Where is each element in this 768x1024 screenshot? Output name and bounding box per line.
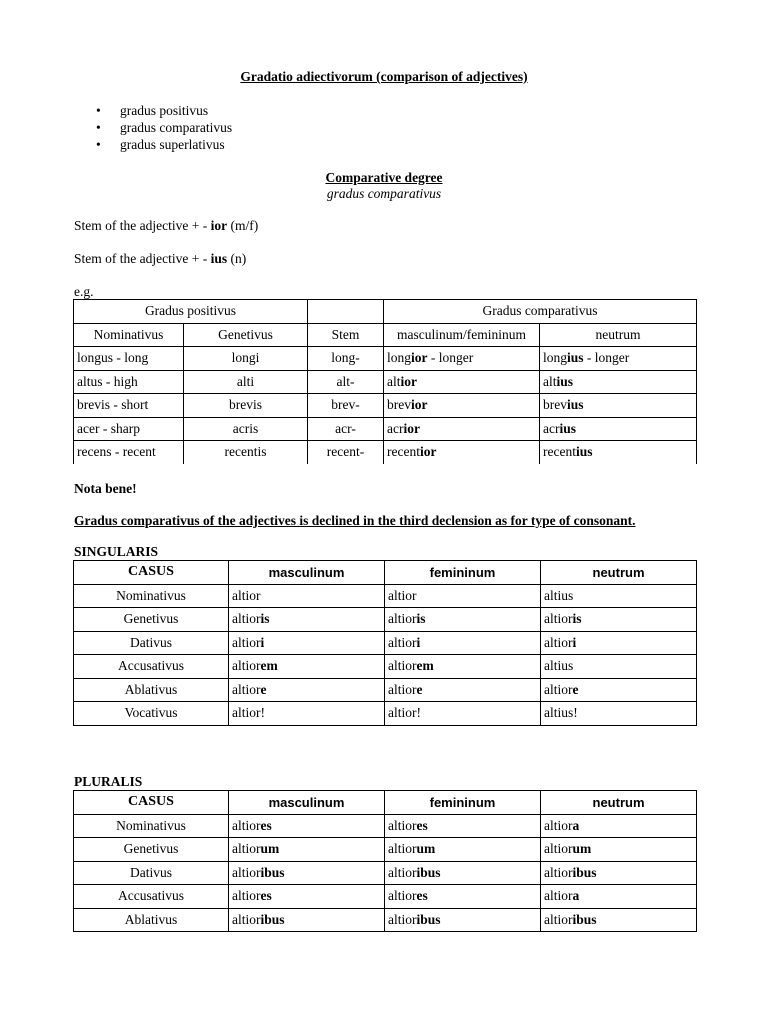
- column-header: neutrum: [541, 791, 697, 815]
- stem-cell: long-: [308, 347, 384, 371]
- pluralis-label: PLURALIS: [74, 774, 143, 789]
- casus-cell: Dativus: [74, 861, 229, 885]
- genetivus-cell: acris: [184, 417, 308, 441]
- singularis-table: [73, 560, 697, 726]
- word-ending: i: [416, 634, 421, 650]
- comparative-subheading: gradus comparativus: [326, 186, 442, 201]
- form-cell: [385, 861, 541, 885]
- eg-label: e.g.: [74, 284, 94, 299]
- form-cell: [541, 838, 697, 862]
- form-cell: [541, 885, 697, 909]
- word-stem: altior: [232, 817, 261, 833]
- word-stem: altior: [544, 611, 573, 627]
- nominativus-cell: longus - long: [74, 347, 184, 371]
- neutrum-cell: [540, 370, 697, 394]
- form-cell: [385, 584, 541, 608]
- table-row: [74, 885, 697, 909]
- word-stem: altius!: [544, 705, 578, 721]
- mf-cell: [384, 441, 540, 464]
- neutrum-cell: [540, 394, 697, 418]
- column-header: Nominativus: [74, 323, 184, 347]
- form-cell: [229, 584, 385, 608]
- comparative-examples-table: [73, 299, 697, 464]
- form-cell: [385, 814, 541, 838]
- word-stem: altior: [232, 681, 261, 697]
- word-ending: a: [572, 888, 580, 904]
- page-title: Gradatio adiectivorum (comparison of adjectives): [240, 69, 528, 84]
- form-cell: [229, 631, 385, 655]
- rule-ending: ius: [210, 251, 228, 266]
- declension-rule: Gradus comparativus of the adjectives is declined in the third declension as for type of consonant.: [74, 513, 636, 528]
- casus-cell: Ablativus: [74, 678, 229, 702]
- form-cell: [229, 678, 385, 702]
- word-stem: altior: [544, 817, 573, 833]
- form-cell: [541, 814, 697, 838]
- rule-gender: (n): [227, 251, 247, 266]
- word-stem: altior: [388, 658, 417, 674]
- word-ending: ius: [567, 350, 584, 366]
- word-stem: altius: [544, 658, 574, 674]
- nominativus-cell: brevis - short: [74, 394, 184, 418]
- rule-neuter: [74, 251, 246, 267]
- genetivus-cell: brevis: [184, 394, 308, 418]
- casus-cell: Genetivus: [74, 838, 229, 862]
- casus-cell: Accusativus: [74, 655, 229, 679]
- column-header: CASUS: [74, 561, 229, 585]
- table-row: [74, 347, 697, 371]
- word-ending: i: [260, 634, 265, 650]
- table-group-header-row: [74, 300, 697, 324]
- table-row: [74, 678, 697, 702]
- table-header-row: [74, 323, 697, 347]
- column-header: masculinum/femininum: [384, 323, 540, 347]
- form-cell: [385, 678, 541, 702]
- word-ending: ior: [403, 420, 420, 436]
- word-ending: es: [416, 888, 428, 904]
- word-stem: alt: [387, 373, 401, 389]
- word-stem: altior: [232, 911, 261, 927]
- mf-cell: [384, 417, 540, 441]
- form-cell: [541, 908, 697, 932]
- pluralis-table: [73, 790, 697, 932]
- word-stem: altior: [544, 911, 573, 927]
- form-cell: [229, 655, 385, 679]
- word-stem: recent: [387, 444, 420, 460]
- table-row: [74, 838, 697, 862]
- word-stem: altior: [388, 841, 417, 857]
- table-row: [74, 908, 697, 932]
- word-ending: es: [416, 817, 428, 833]
- form-cell: [229, 702, 385, 726]
- word-stem: altior: [544, 888, 573, 904]
- table-row: [74, 584, 697, 608]
- nota-bene: Nota bene!: [74, 481, 137, 496]
- stem-cell: recent-: [308, 441, 384, 464]
- column-header: femininum: [385, 561, 541, 585]
- word-stem: acr: [387, 420, 404, 436]
- table-row: [74, 814, 697, 838]
- form-cell: [541, 584, 697, 608]
- word-ending: ibus: [572, 911, 597, 927]
- casus-cell: Nominativus: [74, 584, 229, 608]
- nominativus-cell: altus - high: [74, 370, 184, 394]
- word-stem: acr: [543, 420, 560, 436]
- word-stem: altior: [544, 681, 573, 697]
- word-ending: um: [572, 841, 592, 857]
- table-row: [74, 861, 697, 885]
- word-stem: altior: [388, 611, 417, 627]
- word-stem: brev: [543, 397, 567, 413]
- word-ending: i: [572, 634, 577, 650]
- word-stem: altior: [388, 888, 417, 904]
- form-cell: [385, 885, 541, 909]
- word-ending: is: [416, 611, 426, 627]
- list-item: • gradus positivus: [96, 102, 232, 119]
- nominativus-cell: acer - sharp: [74, 417, 184, 441]
- singularis-label: SINGULARIS: [74, 544, 159, 559]
- word-ending: ius: [559, 420, 576, 436]
- genetivus-cell: longi: [184, 347, 308, 371]
- neutrum-cell: [540, 441, 697, 464]
- form-cell: [541, 608, 697, 632]
- word-stem: altior: [388, 911, 417, 927]
- neutrum-cell: [540, 347, 697, 371]
- form-cell: [541, 655, 697, 679]
- word-ending: em: [260, 658, 278, 674]
- word-ending: e: [416, 681, 423, 697]
- word-ending: is: [572, 611, 582, 627]
- group-header-positivus: Gradus positivus: [74, 300, 308, 324]
- table-row: [74, 370, 697, 394]
- group-header-comparativus: Gradus comparativus: [384, 300, 697, 324]
- word-stem: altior: [232, 634, 261, 650]
- genetivus-cell: recentis: [184, 441, 308, 464]
- rule-ending: ior: [210, 218, 228, 233]
- table-row: [74, 702, 697, 726]
- casus-cell: Nominativus: [74, 814, 229, 838]
- column-header: Genetivus: [184, 323, 308, 347]
- table-row: [74, 417, 697, 441]
- word-ending: e: [572, 681, 579, 697]
- form-cell: [385, 908, 541, 932]
- casus-cell: Vocativus: [74, 702, 229, 726]
- form-cell: [229, 861, 385, 885]
- word-ending: ius: [575, 444, 593, 460]
- casus-cell: Accusativus: [74, 885, 229, 909]
- form-cell: [229, 814, 385, 838]
- group-header-empty: [308, 300, 384, 324]
- rule-gender: (m/f): [227, 218, 259, 233]
- word-stem: altior: [388, 817, 417, 833]
- form-cell: [229, 608, 385, 632]
- word-ending: es: [260, 888, 272, 904]
- word-ending: ior: [419, 444, 437, 460]
- word-gloss: - longer: [427, 350, 474, 366]
- word-stem: altior!: [232, 705, 265, 721]
- word-ending: is: [260, 611, 270, 627]
- word-stem: altior: [544, 864, 573, 880]
- form-cell: [229, 908, 385, 932]
- word-ending: ibus: [260, 864, 285, 880]
- rule-text: Stem of the adjective + -: [74, 251, 211, 266]
- form-cell: [541, 861, 697, 885]
- word-stem: altior: [388, 634, 417, 650]
- word-stem: altior: [232, 587, 261, 603]
- word-stem: altior: [232, 611, 261, 627]
- word-stem: altior: [232, 888, 261, 904]
- form-cell: [541, 678, 697, 702]
- list-item: • gradus superlativus: [96, 136, 232, 153]
- mf-cell: [384, 370, 540, 394]
- word-stem: altior: [544, 634, 573, 650]
- column-header: masculinum: [229, 561, 385, 585]
- grades-list: [96, 102, 232, 153]
- word-stem: alt: [543, 373, 557, 389]
- form-cell: [541, 702, 697, 726]
- form-cell: [229, 885, 385, 909]
- table-row: [74, 441, 697, 464]
- word-stem: altior: [544, 841, 573, 857]
- column-header: masculinum: [229, 791, 385, 815]
- word-ending: ior: [411, 397, 428, 413]
- word-stem: altior: [388, 681, 417, 697]
- mf-cell: [384, 347, 540, 371]
- casus-cell: Ablativus: [74, 908, 229, 932]
- mf-cell: [384, 394, 540, 418]
- word-stem: altior: [232, 658, 261, 674]
- word-ending: es: [260, 817, 272, 833]
- column-header: femininum: [385, 791, 541, 815]
- stem-cell: acr-: [308, 417, 384, 441]
- table-row: [74, 394, 697, 418]
- list-item: • gradus comparativus: [96, 119, 232, 136]
- word-ending: ius: [567, 397, 584, 413]
- word-ending: ior: [400, 373, 417, 389]
- word-stem: long: [387, 350, 412, 366]
- word-gloss: - longer: [583, 350, 630, 366]
- word-ending: ibus: [416, 864, 441, 880]
- word-ending: ior: [411, 350, 428, 366]
- word-stem: altior: [388, 864, 417, 880]
- word-ending: ibus: [260, 911, 285, 927]
- stem-cell: alt-: [308, 370, 384, 394]
- form-cell: [229, 838, 385, 862]
- word-ending: e: [260, 681, 267, 697]
- word-stem: altior: [388, 587, 417, 603]
- stem-cell: brev-: [308, 394, 384, 418]
- form-cell: [385, 608, 541, 632]
- table-row: [74, 655, 697, 679]
- word-stem: altior: [232, 841, 261, 857]
- table-row: [74, 608, 697, 632]
- casus-cell: Genetivus: [74, 608, 229, 632]
- genetivus-cell: alti: [184, 370, 308, 394]
- form-cell: [385, 631, 541, 655]
- word-stem: altior: [232, 864, 261, 880]
- word-ending: ibus: [416, 911, 441, 927]
- neutrum-cell: [540, 417, 697, 441]
- nominativus-cell: recens - recent: [74, 441, 184, 464]
- casus-cell: Dativus: [74, 631, 229, 655]
- word-ending: um: [260, 841, 280, 857]
- word-stem: brev: [387, 397, 411, 413]
- word-stem: long: [543, 350, 568, 366]
- word-stem: recent: [543, 444, 576, 460]
- rule-masc-fem: [74, 218, 258, 234]
- form-cell: [385, 838, 541, 862]
- table-row: [74, 631, 697, 655]
- word-stem: altior!: [388, 705, 421, 721]
- comparative-heading: Comparative degree: [325, 170, 443, 185]
- table-header-row: [74, 561, 697, 585]
- word-ending: a: [572, 817, 580, 833]
- word-stem: altius: [544, 587, 574, 603]
- column-header: CASUS: [74, 791, 229, 815]
- form-cell: [385, 655, 541, 679]
- column-header: neutrum: [540, 323, 697, 347]
- form-cell: [541, 631, 697, 655]
- column-header: Stem: [308, 323, 384, 347]
- word-ending: ius: [556, 373, 574, 389]
- form-cell: [385, 702, 541, 726]
- column-header: neutrum: [541, 561, 697, 585]
- rule-text: Stem of the adjective + -: [74, 218, 211, 233]
- table-header-row: [74, 791, 697, 815]
- word-ending: em: [416, 658, 434, 674]
- word-ending: um: [416, 841, 436, 857]
- word-ending: ibus: [572, 864, 597, 880]
